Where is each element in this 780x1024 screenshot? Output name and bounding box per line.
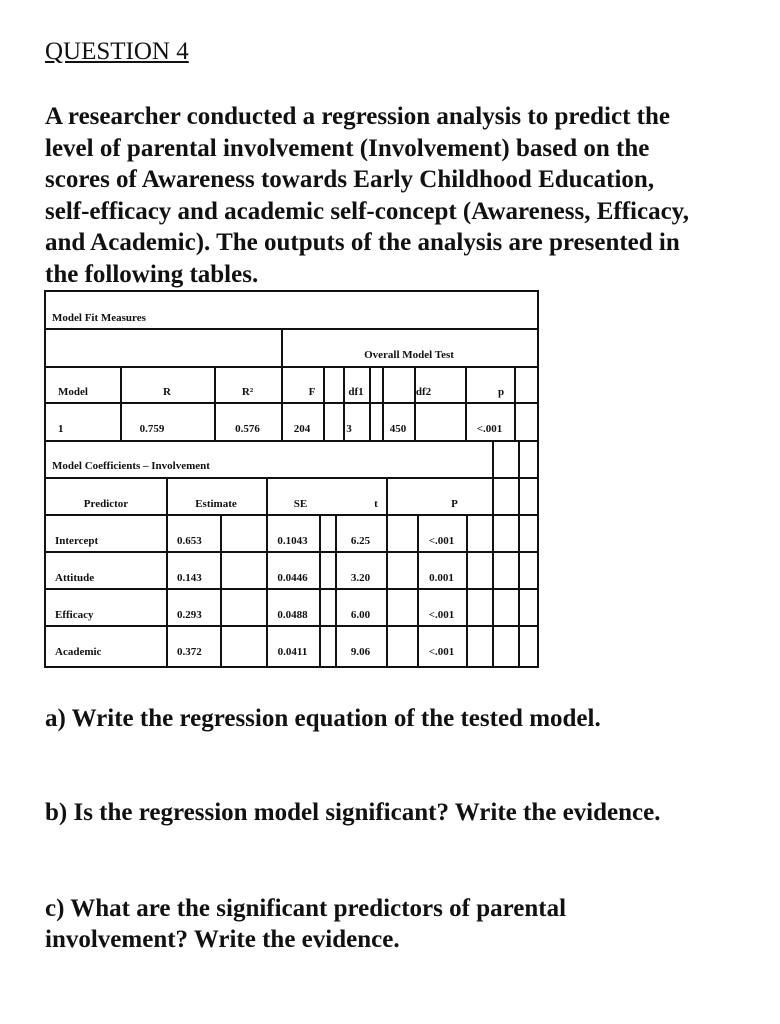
overall-model-test-header: Overall Model Test	[364, 349, 454, 361]
header-p: p	[497, 386, 505, 398]
grid-line	[46, 514, 537, 516]
intro-line: self-efficacy and academic self-concept (Awareness, Efficacy,	[45, 197, 690, 225]
grid-line	[323, 366, 325, 440]
se-value: 0.0411	[277, 646, 308, 658]
header-r: R	[163, 386, 171, 398]
model-number: 1	[58, 423, 64, 435]
df1-value: 3	[346, 423, 352, 435]
t-value: 3.20	[350, 572, 371, 584]
grid-line	[414, 366, 416, 440]
header-r-squared: R²	[241, 386, 254, 398]
se-value: 0.0446	[277, 572, 308, 584]
estimate-value: 0.293	[177, 609, 202, 621]
t-value: 6.25	[350, 535, 371, 547]
grid-line	[46, 588, 537, 590]
statistics-tables	[44, 290, 539, 668]
r-squared-value: 0.576	[235, 423, 260, 435]
header-model: Model	[58, 386, 88, 398]
header-t: t	[374, 498, 378, 510]
t-value: 6.00	[350, 609, 371, 621]
p-value: <.001	[476, 423, 503, 435]
p-value: <.001	[428, 646, 455, 658]
question-a: a) Write the regression equation of the tested model.	[45, 705, 601, 732]
grid-line	[46, 625, 537, 627]
df2-value: 450	[389, 423, 407, 435]
intro-line: A researcher conducted a regression analysis to predict the	[45, 103, 670, 130]
header-se: SE	[293, 498, 308, 510]
grid-line	[369, 366, 371, 440]
f-value: 204	[293, 423, 311, 435]
grid-line	[46, 477, 537, 479]
question-c-line: involvement? Write the evidence.	[45, 926, 400, 953]
intro-line: and Academic). The outputs of the analysis are presented in	[45, 229, 680, 257]
grid-line	[466, 514, 468, 666]
grid-line	[46, 440, 537, 442]
r-value: 0.759	[139, 423, 165, 435]
estimate-value: 0.653	[177, 535, 202, 547]
intro-line: level of parental involvement (Involvement) based on the	[45, 134, 650, 162]
intro-line: the following tables.	[45, 260, 259, 288]
p-value: 0.001	[429, 572, 454, 584]
header-df2: df2	[415, 386, 432, 398]
se-value: 0.1043	[277, 535, 308, 547]
grid-line	[492, 440, 494, 666]
model-fit-title: Model Fit Measures	[52, 312, 146, 324]
header-predictor: Predictor	[83, 498, 129, 510]
grid-line	[319, 514, 321, 666]
question-heading: QUESTION 4	[45, 38, 189, 65]
coefficients-title: Model Coefficients – Involvement	[52, 460, 210, 472]
header-p: P	[451, 498, 458, 510]
predictor-name: Efficacy	[55, 609, 94, 621]
question-c	[45, 893, 745, 955]
question-intro	[45, 101, 755, 291]
question-b: b) Is the regression model significant? Write the evidence.	[45, 799, 661, 826]
estimate-value: 0.372	[177, 646, 202, 658]
predictor-name: Academic	[55, 646, 102, 658]
header-df1: df1	[348, 386, 364, 398]
grid-line	[46, 328, 537, 330]
grid-line	[220, 514, 222, 666]
question-c-line: c) What are the significant predictors of parental	[45, 895, 567, 922]
predictor-name: Attitude	[55, 572, 95, 584]
grid-line	[514, 366, 516, 440]
header-f: F	[308, 386, 316, 398]
t-value: 9.06	[350, 646, 371, 658]
estimate-value: 0.143	[177, 572, 202, 584]
header-estimate: Estimate	[195, 498, 237, 510]
se-value: 0.0488	[277, 609, 308, 621]
p-value: <.001	[428, 535, 455, 547]
grid-line	[518, 440, 520, 666]
intro-line: scores of Awareness towards Early Childhood Education,	[45, 166, 655, 194]
grid-line	[46, 551, 537, 553]
predictor-name: Intercept	[55, 535, 99, 547]
p-value: <.001	[428, 609, 455, 621]
